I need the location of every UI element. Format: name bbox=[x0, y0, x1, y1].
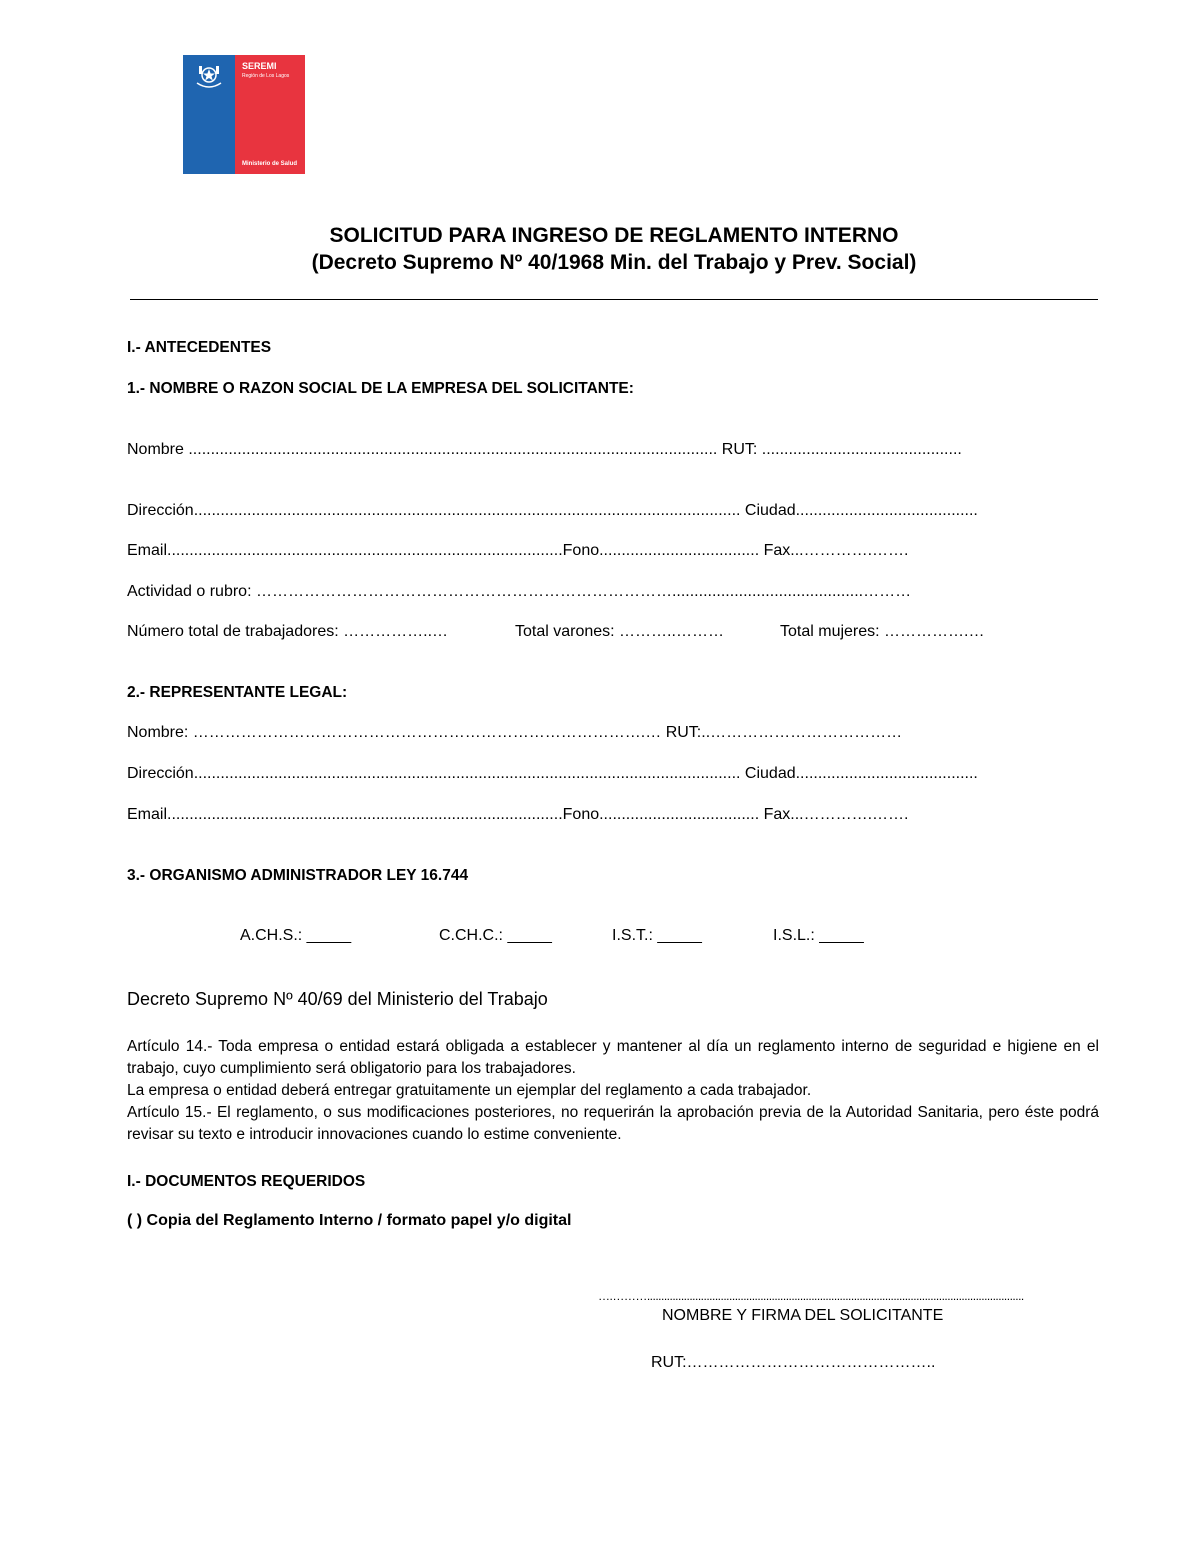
representante-direccion-ciudad-field[interactable]: Dirección........................................................................................................................... Ciudad......................................... bbox=[127, 765, 978, 782]
seremi-logo bbox=[183, 55, 305, 174]
logo-ministerio-text: Ministerio de Salud bbox=[242, 161, 298, 167]
organismo-administrador-heading: 3.- ORGANISMO ADMINISTRADOR LEY 16.744 bbox=[127, 867, 469, 884]
decreto-title: Decreto Supremo Nº 40/69 del Ministerio del Trabajo bbox=[127, 989, 548, 1009]
signature-rut-field[interactable]: RUT:……………………………………….. bbox=[651, 1354, 936, 1371]
representante-email-fono-fax-field[interactable]: Email.........................................................................................Fono.................................... Fax...………….……. bbox=[127, 806, 909, 823]
document-title: SOLICITUD PARA INGRESO DE REGLAMENTO INTERNO bbox=[329, 224, 899, 247]
cchc-option[interactable]: C.CH.C.: _____ bbox=[439, 927, 552, 944]
articulo-15-text: Artículo 15.- El reglamento, o sus modificaciones posteriores, no requerirán la aprobación previa de la Autoridad Sanitaria, pero éste podrá revisar su texto e introducir innovaciones cuando lo estime conveniente. bbox=[127, 1104, 1099, 1143]
section-antecedentes-heading: I.- ANTECEDENTES bbox=[127, 339, 272, 356]
signature-line[interactable]: ….………..................................................................................................................................... bbox=[598, 1289, 1024, 1303]
documentos-requeridos-heading: I.- DOCUMENTOS REQUERIDOS bbox=[127, 1173, 366, 1190]
title-divider bbox=[130, 299, 1098, 300]
empresa-email-fono-fax-field[interactable]: Email.........................................................................................Fono.................................... Fax...………….……. bbox=[127, 542, 909, 559]
isl-option[interactable]: I.S.L.: _____ bbox=[773, 927, 864, 944]
trabajadores-varones-field[interactable]: Total varones: ………..……… bbox=[515, 623, 724, 640]
achs-option[interactable]: A.CH.S.: _____ bbox=[240, 927, 352, 944]
copia-reglamento-checkbox[interactable]: ( ) Copia del Reglamento Interno / formato papel y/o digital bbox=[127, 1212, 572, 1229]
empresa-direccion-ciudad-field[interactable]: Dirección........................................................................................................................... Ciudad......................................... bbox=[127, 502, 978, 519]
trabajadores-mujeres-field[interactable]: Total mujeres: …………….… bbox=[780, 623, 985, 640]
empresa-subheading: 1.- NOMBRE O RAZON SOCIAL DE LA EMPRESA DEL SOLICITANTE: bbox=[127, 380, 634, 397]
representante-nombre-rut-field[interactable]: Nombre: ………………………………………………………………………….… RUT:..……………………………… bbox=[127, 724, 903, 741]
coat-of-arms-icon bbox=[193, 61, 225, 93]
empresa-actividad-field[interactable]: Actividad o rubro: ……………………………………………………………………...........................................……… bbox=[127, 583, 912, 600]
representante-legal-heading: 2.- REPRESENTANTE LEGAL: bbox=[127, 684, 348, 701]
logo-region-text: Región de Los Lagos bbox=[242, 73, 290, 79]
empresa-nombre-rut-field[interactable]: Nombre ....................................................................................................................... RUT: ............................................. bbox=[127, 441, 962, 458]
logo-blue-panel bbox=[183, 55, 235, 174]
trabajadores-total-field[interactable]: Número total de trabajadores: ……………..… bbox=[127, 623, 449, 640]
articulo-14-text: Artículo 14.- Toda empresa o entidad estará obligada a establecer y mantener al día un reglamento interno de seguridad e higiene en el trabajo, cuyo cumplimiento será obligatorio para los trabajadores. bbox=[127, 1038, 1099, 1077]
signature-label: NOMBRE Y FIRMA DEL SOLICITANTE bbox=[662, 1307, 944, 1324]
logo-seremi-text: SEREMI bbox=[242, 61, 277, 71]
logo-red-panel bbox=[235, 55, 305, 174]
articulo-14-continuation: La empresa o entidad deberá entregar gratuitamente un ejemplar del reglamento a cada trabajador. bbox=[127, 1082, 812, 1099]
document-subtitle: (Decreto Supremo Nº 40/1968 Min. del Trabajo y Prev. Social) bbox=[311, 251, 917, 274]
ist-option[interactable]: I.S.T.: _____ bbox=[612, 927, 702, 944]
